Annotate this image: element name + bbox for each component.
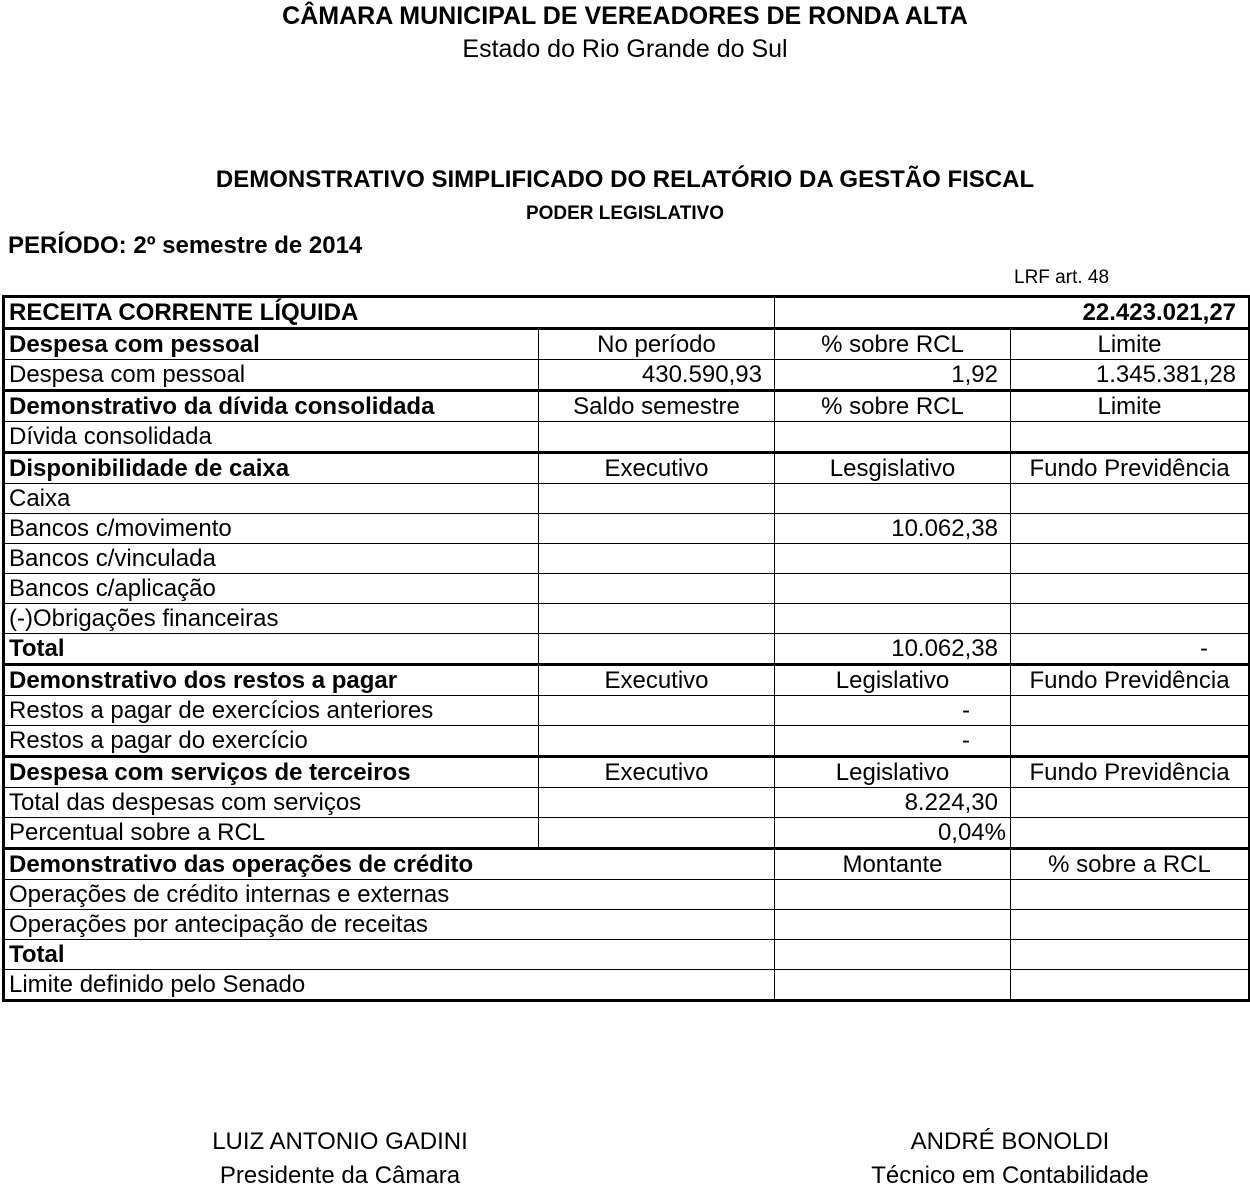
restos-row-label: Restos a pagar do exercício xyxy=(4,726,539,757)
caixa-total-executivo xyxy=(539,634,775,665)
caixa-row xyxy=(4,574,1250,604)
restos-row-executivo xyxy=(539,726,775,757)
caixa-row-fundo xyxy=(1011,574,1250,604)
signature-left-role: Presidente da Câmara xyxy=(219,1162,461,1189)
credito-row-montante xyxy=(775,910,1011,940)
caixa-row-label: Bancos c/aplicação xyxy=(4,574,539,604)
caixa-row xyxy=(4,484,1250,514)
credito-header-col1: Montante xyxy=(775,849,1011,880)
caixa-row-legislativo xyxy=(775,484,1011,514)
credito-row-percentual xyxy=(1011,910,1250,940)
caixa-header-label: Disponibilidade de caixa xyxy=(4,453,539,484)
caixa-row-executivo xyxy=(539,604,775,634)
fiscal-report-table xyxy=(2,295,1250,1002)
terceiros-row-executivo xyxy=(539,788,775,818)
divida-row xyxy=(4,422,1250,453)
rcl-row xyxy=(4,297,1250,329)
caixa-row-fundo xyxy=(1011,484,1250,514)
organization-name: CÂMARA MUNICIPAL DE VEREADORES DE RONDA ALTA xyxy=(282,2,968,30)
credito-row-label: Operações de crédito internas e externas xyxy=(4,880,775,910)
caixa-row-label: Caixa xyxy=(4,484,539,514)
caixa-row-executivo xyxy=(539,544,775,574)
pessoal-row-label: Despesa com pessoal xyxy=(4,360,539,391)
terceiros-row xyxy=(4,818,1250,849)
caixa-total-row xyxy=(4,634,1250,665)
restos-row-fundo xyxy=(1011,726,1250,757)
caixa-row-legislativo xyxy=(775,574,1011,604)
caixa-total-fundo: - xyxy=(1011,634,1250,665)
terceiros-row-fundo xyxy=(1011,818,1250,849)
caixa-row-fundo xyxy=(1011,604,1250,634)
caixa-row xyxy=(4,544,1250,574)
caixa-header-col3: Fundo Previdência xyxy=(1011,453,1250,484)
credito-header-label: Demonstrativo das operações de crédito xyxy=(4,849,775,880)
credito-limit-row xyxy=(4,970,1250,1001)
restos-row-executivo xyxy=(539,696,775,726)
pessoal-header-col2: % sobre RCL xyxy=(775,329,1011,360)
credito-total-row xyxy=(4,940,1250,970)
restos-row-label: Restos a pagar de exercícios anteriores xyxy=(4,696,539,726)
restos-header-row xyxy=(4,665,1250,696)
signature-left-name: LUIZ ANTONIO GADINI xyxy=(212,1128,468,1155)
terceiros-header-label: Despesa com serviços de terceiros xyxy=(4,757,539,788)
caixa-total-label: Total xyxy=(4,634,539,665)
credito-limit-label: Limite definido pelo Senado xyxy=(4,970,775,1001)
credito-total-label: Total xyxy=(4,940,775,970)
divida-header-col2: % sobre RCL xyxy=(775,391,1011,422)
caixa-row-legislativo xyxy=(775,604,1011,634)
signature-right-name: ANDRÉ BONOLDI xyxy=(910,1128,1110,1155)
restos-row-legislativo: - xyxy=(775,726,1011,757)
credito-row-percentual xyxy=(1011,880,1250,910)
restos-row-fundo xyxy=(1011,696,1250,726)
credito-total-montante xyxy=(775,940,1011,970)
terceiros-row xyxy=(4,788,1250,818)
terceiros-row-label: Percentual sobre a RCL xyxy=(4,818,539,849)
restos-header-col2: Legislativo xyxy=(775,665,1011,696)
divida-header-col3: Limite xyxy=(1011,391,1250,422)
signature-right-role: Técnico em Contabilidade xyxy=(871,1162,1149,1189)
caixa-header-row xyxy=(4,453,1250,484)
caixa-total-legislativo: 10.062,38 xyxy=(775,634,1011,665)
caixa-row-fundo xyxy=(1011,514,1250,544)
divida-row-limite xyxy=(1011,422,1250,453)
credito-row-label: Operações por antecipação de receitas xyxy=(4,910,775,940)
divida-header-col1: Saldo semestre xyxy=(539,391,775,422)
pessoal-header-col1: No período xyxy=(539,329,775,360)
caixa-row-label: (-)Obrigações financeiras xyxy=(4,604,539,634)
divida-header-row xyxy=(4,391,1250,422)
caixa-header-col2: Lesgislativo xyxy=(775,453,1011,484)
terceiros-header-col1: Executivo xyxy=(539,757,775,788)
terceiros-row-executivo xyxy=(539,818,775,849)
document-subtitle: PODER LEGISLATIVO xyxy=(525,203,725,224)
terceiros-row-label: Total das despesas com serviços xyxy=(4,788,539,818)
terceiros-row-legislativo: 0,04% xyxy=(775,818,1011,849)
credito-row-montante xyxy=(775,880,1011,910)
caixa-row-fundo xyxy=(1011,544,1250,574)
divida-row-percentual xyxy=(775,422,1011,453)
divida-header-label: Demonstrativo da dívida consolidada xyxy=(4,391,539,422)
period-label: PERÍODO: 2º semestre de 2014 xyxy=(8,232,363,259)
rcl-value: 22.423.021,27 xyxy=(775,297,1250,329)
restos-row xyxy=(4,726,1250,757)
pessoal-header-col3: Limite xyxy=(1011,329,1250,360)
credito-header-col2: % sobre a RCL xyxy=(1011,849,1250,880)
rcl-label: RECEITA CORRENTE LÍQUIDA xyxy=(4,297,775,329)
pessoal-row-percentual: 1,92 xyxy=(775,360,1011,391)
caixa-row-executivo xyxy=(539,484,775,514)
caixa-row-legislativo: 10.062,38 xyxy=(775,514,1011,544)
document-title: DEMONSTRATIVO SIMPLIFICADO DO RELATÓRIO DA GESTÃO FISCAL xyxy=(215,166,1035,193)
restos-header-col3: Fundo Previdência xyxy=(1011,665,1250,696)
pessoal-row xyxy=(4,360,1250,391)
credito-total-percentual xyxy=(1011,940,1250,970)
caixa-row-executivo xyxy=(539,514,775,544)
pessoal-header-row xyxy=(4,329,1250,360)
caixa-row xyxy=(4,604,1250,634)
terceiros-row-legislativo: 8.224,30 xyxy=(775,788,1011,818)
caixa-row-legislativo xyxy=(775,544,1011,574)
caixa-row-label: Bancos c/movimento xyxy=(4,514,539,544)
caixa-row xyxy=(4,514,1250,544)
restos-row xyxy=(4,696,1250,726)
pessoal-header-label: Despesa com pessoal xyxy=(4,329,539,360)
credito-row xyxy=(4,880,1250,910)
pessoal-row-periodo: 430.590,93 xyxy=(539,360,775,391)
terceiros-row-fundo xyxy=(1011,788,1250,818)
terceiros-header-row xyxy=(4,757,1250,788)
divida-row-label: Dívida consolidada xyxy=(4,422,539,453)
restos-row-legislativo: - xyxy=(775,696,1011,726)
organization-state: Estado do Rio Grande do Sul xyxy=(462,35,788,63)
caixa-row-label: Bancos c/vinculada xyxy=(4,544,539,574)
credito-header-row xyxy=(4,849,1250,880)
restos-header-label: Demonstrativo dos restos a pagar xyxy=(4,665,539,696)
restos-header-col1: Executivo xyxy=(539,665,775,696)
caixa-row-executivo xyxy=(539,574,775,604)
divida-row-saldo xyxy=(539,422,775,453)
credito-limit-percentual xyxy=(1011,970,1250,1001)
credito-row xyxy=(4,910,1250,940)
credito-limit-montante xyxy=(775,970,1011,1001)
caixa-header-col1: Executivo xyxy=(539,453,775,484)
terceiros-header-col2: Legislativo xyxy=(775,757,1011,788)
terceiros-header-col3: Fundo Previdência xyxy=(1011,757,1250,788)
pessoal-row-limite: 1.345.381,28 xyxy=(1011,360,1250,391)
lrf-reference: LRF art. 48 xyxy=(1014,267,1110,288)
